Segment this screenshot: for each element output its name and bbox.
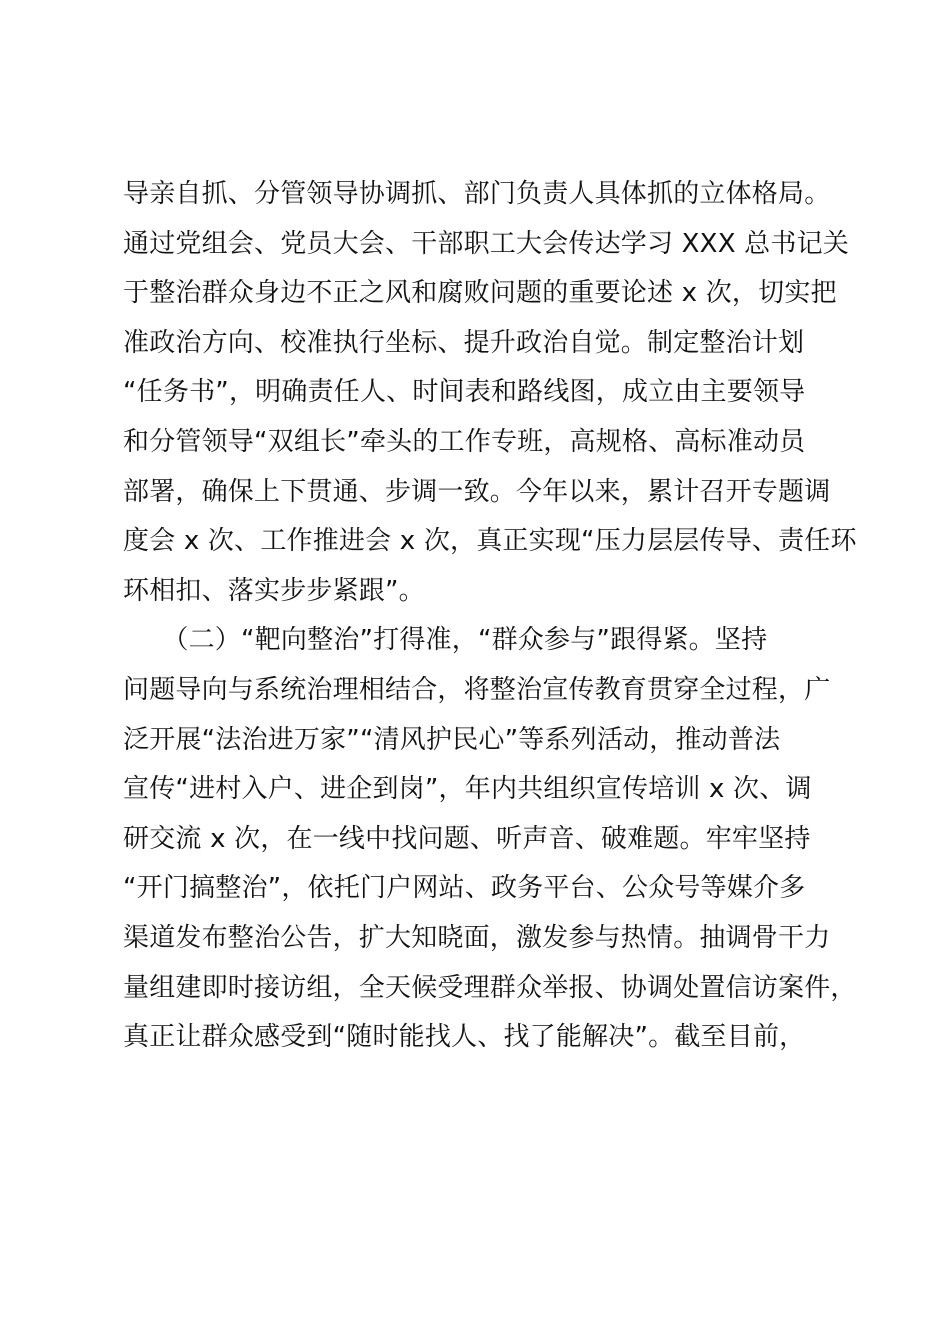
text-line: 准政治方向、校准执行坐标、提升政治自觉。制定整治计划 [123,327,805,358]
text-line: “开门搞整治”，依托门户网站、政务平台、公众号等媒介多 [123,873,806,904]
text-line: “任务书”，明确责任人、时间表和路线图，成立由主要领导 [123,377,806,408]
text-line: 导亲自抓、分管领导协调抓、部门负责人具体抓的立体格局。 [123,179,831,209]
text-line: 宣传“进村入户、进企到岗”，年内共组织宣传培训 x 次、调 [123,774,812,805]
text-line: 通过党组会、党员大会、干部职工大会传达学习 XXX 总书记关 [123,228,849,259]
text-line: 问题导向与系统治理相结合，将整治宣传教育贯穿全过程，广 [123,674,831,705]
text-line: 和分管领导“双组长”牵头的工作专班，高规格、高标准动员 [123,426,806,457]
text-line: 部署，确保上下贯通、步调一致。今年以来，累计召开专题调 [123,476,831,507]
text-line: 环相扣、落实步步紧跟”。 [123,575,425,606]
text-line: 研交流 x 次，在一线中找问题、听声音、破难题。牢牢坚持 [123,823,811,854]
body-text [123,170,857,1063]
text-line: 泛开展“法治进万家”“清风护民心”等系列活动，推动普法 [123,724,781,755]
text-line: 于整治群众身边不正之风和腐败问题的重要论述 x 次，切实把 [123,278,837,309]
text-line: 度会 x 次、工作推进会 x 次，真正实现“压力层层传导、责任环 [123,526,857,557]
section-heading-line: （二）“靶向整治”打得准，“群众参与”跟得紧。坚持 [123,625,768,656]
text-line: 渠道发布整治公告，扩大知晓面，激发参与热情。抽调骨干力 [123,922,831,953]
text-line: 真正让群众感受到“随时能找人、找了能解决”。截至目前， [123,1022,806,1053]
text-line: 量组建即时接访组，全天候受理群众举报、协调处置信访案件， [123,972,857,1003]
